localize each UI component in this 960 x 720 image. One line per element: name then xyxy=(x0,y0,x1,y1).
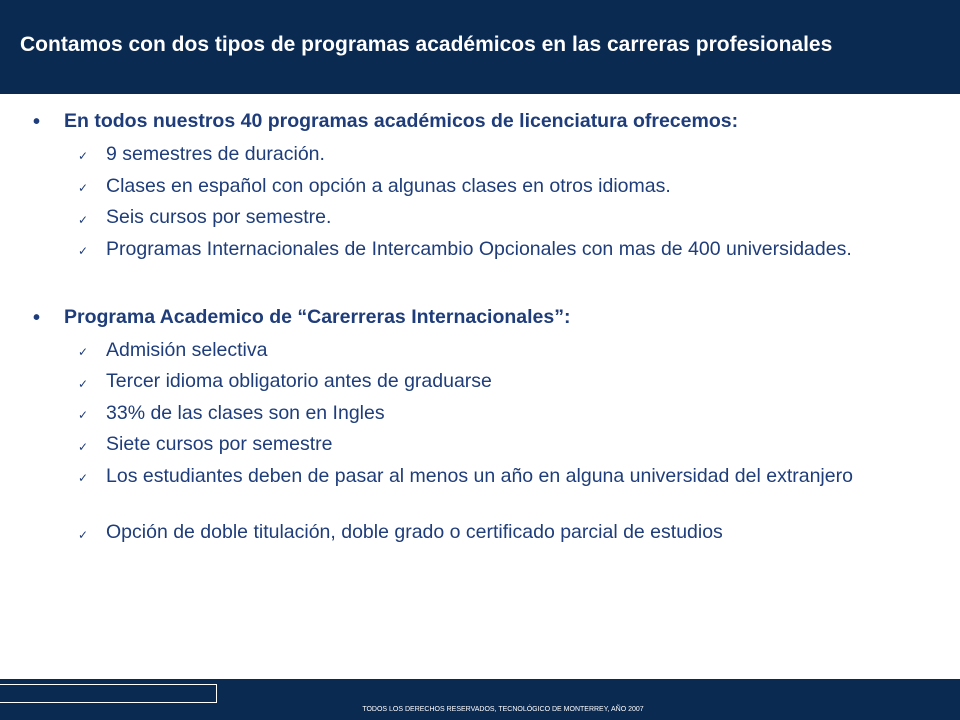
checkmark-icon: ✓ xyxy=(78,181,89,195)
list-item: Clases en español con opción a algunas clases en otros idiomas. xyxy=(106,175,671,197)
section-heading-2: Programa Academico de “Carerreras Internacionales”: xyxy=(64,306,571,328)
footer-tab xyxy=(0,684,217,703)
checkmark-icon: ✓ xyxy=(78,471,89,485)
list-item: Admisión selectiva xyxy=(106,339,268,361)
checkmark-icon: ✓ xyxy=(78,440,89,454)
bullet-dot-icon: • xyxy=(33,307,41,329)
list-item: Los estudiantes deben de pasar al menos un año en alguna universidad del extranjero xyxy=(106,465,853,487)
list-item: Programas Internacionales de Intercambio Opcionales con mas de 400 universidades. xyxy=(106,238,852,260)
checkmark-icon: ✓ xyxy=(78,244,89,258)
checkmark-icon: ✓ xyxy=(78,345,89,359)
list-item: Siete cursos por semestre xyxy=(106,433,333,455)
list-item: Tercer idioma obligatorio antes de graduarse xyxy=(106,370,492,392)
checkmark-icon: ✓ xyxy=(78,149,89,163)
list-item: 9 semestres de duración. xyxy=(106,143,325,165)
checkmark-icon: ✓ xyxy=(78,377,89,391)
copyright-text: TODOS LOS DERECHOS RESERVADOS, TECNOLÓGICO DE MONTERREY, AÑO 2007 xyxy=(362,706,644,713)
checkmark-icon: ✓ xyxy=(78,528,89,542)
checkmark-icon: ✓ xyxy=(78,213,89,227)
slide-title: Contamos con dos tipos de programas académicos en las carreras profesionales xyxy=(20,33,833,56)
list-item: Seis cursos por semestre. xyxy=(106,206,332,228)
checkmark-icon: ✓ xyxy=(78,408,89,422)
section-heading-1: En todos nuestros 40 programas académicos de licenciatura ofrecemos: xyxy=(64,110,739,132)
header-bar xyxy=(0,0,960,94)
list-item: Opción de doble titulación, doble grado o certificado parcial de estudios xyxy=(106,521,723,543)
list-item: 33% de las clases son en Ingles xyxy=(106,402,385,424)
bullet-dot-icon: • xyxy=(33,111,41,133)
